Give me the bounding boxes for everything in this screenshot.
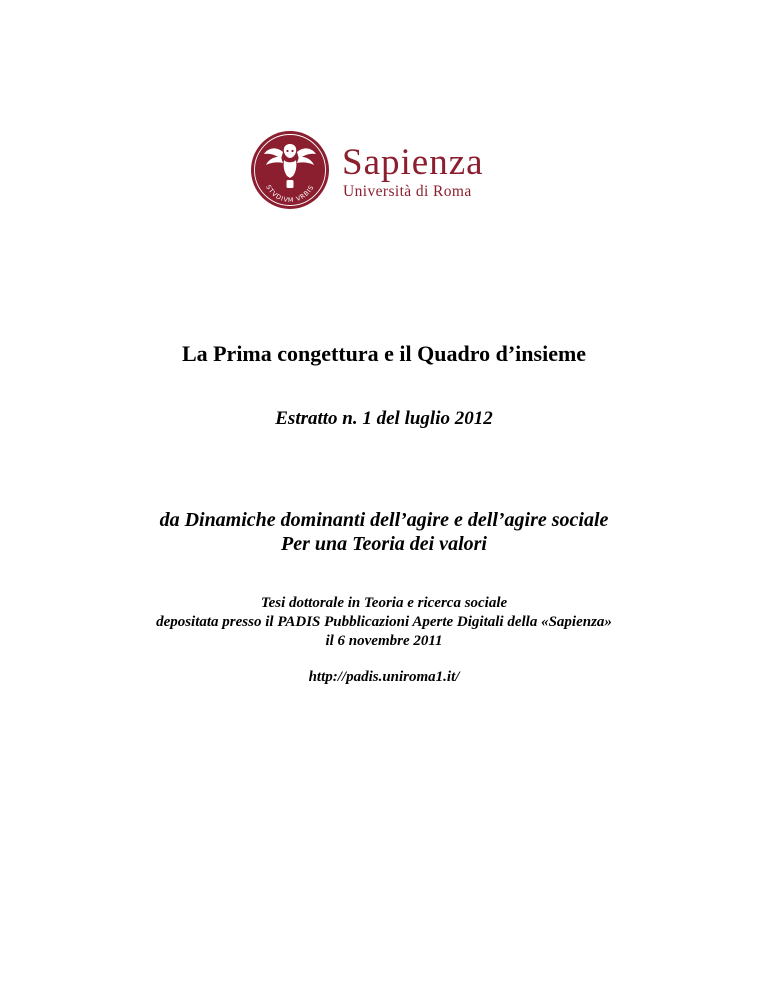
source-title-line-2: Per una Teoria dei valori bbox=[281, 533, 487, 555]
seal-motto: STVDIVM VRBIS bbox=[264, 183, 316, 205]
brand-subtitle: Università di Roma bbox=[343, 183, 472, 200]
thesis-line-1: Tesi dottorale in Teoria e ricerca sociale bbox=[260, 595, 508, 611]
sapienza-logo bbox=[250, 128, 530, 214]
document-title: La Prima congettura e il Quadro d’insieme bbox=[181, 341, 587, 366]
brand-name: Sapienza bbox=[342, 142, 484, 183]
thesis-line-3: il 6 novembre 2011 bbox=[325, 633, 443, 649]
repository-url: http://padis.uniroma1.it/ bbox=[308, 669, 460, 685]
extract-label: Estratto n. 1 del luglio 2012 bbox=[275, 408, 493, 429]
thesis-line-2: depositata presso il PADIS Pubblicazioni Aperte Digitali della «Sapienza» bbox=[156, 614, 612, 630]
sapienza-seal-icon bbox=[250, 130, 330, 210]
source-title-line-1: da Dinamiche dominanti dell’agire e dell’agire sociale bbox=[159, 509, 609, 531]
